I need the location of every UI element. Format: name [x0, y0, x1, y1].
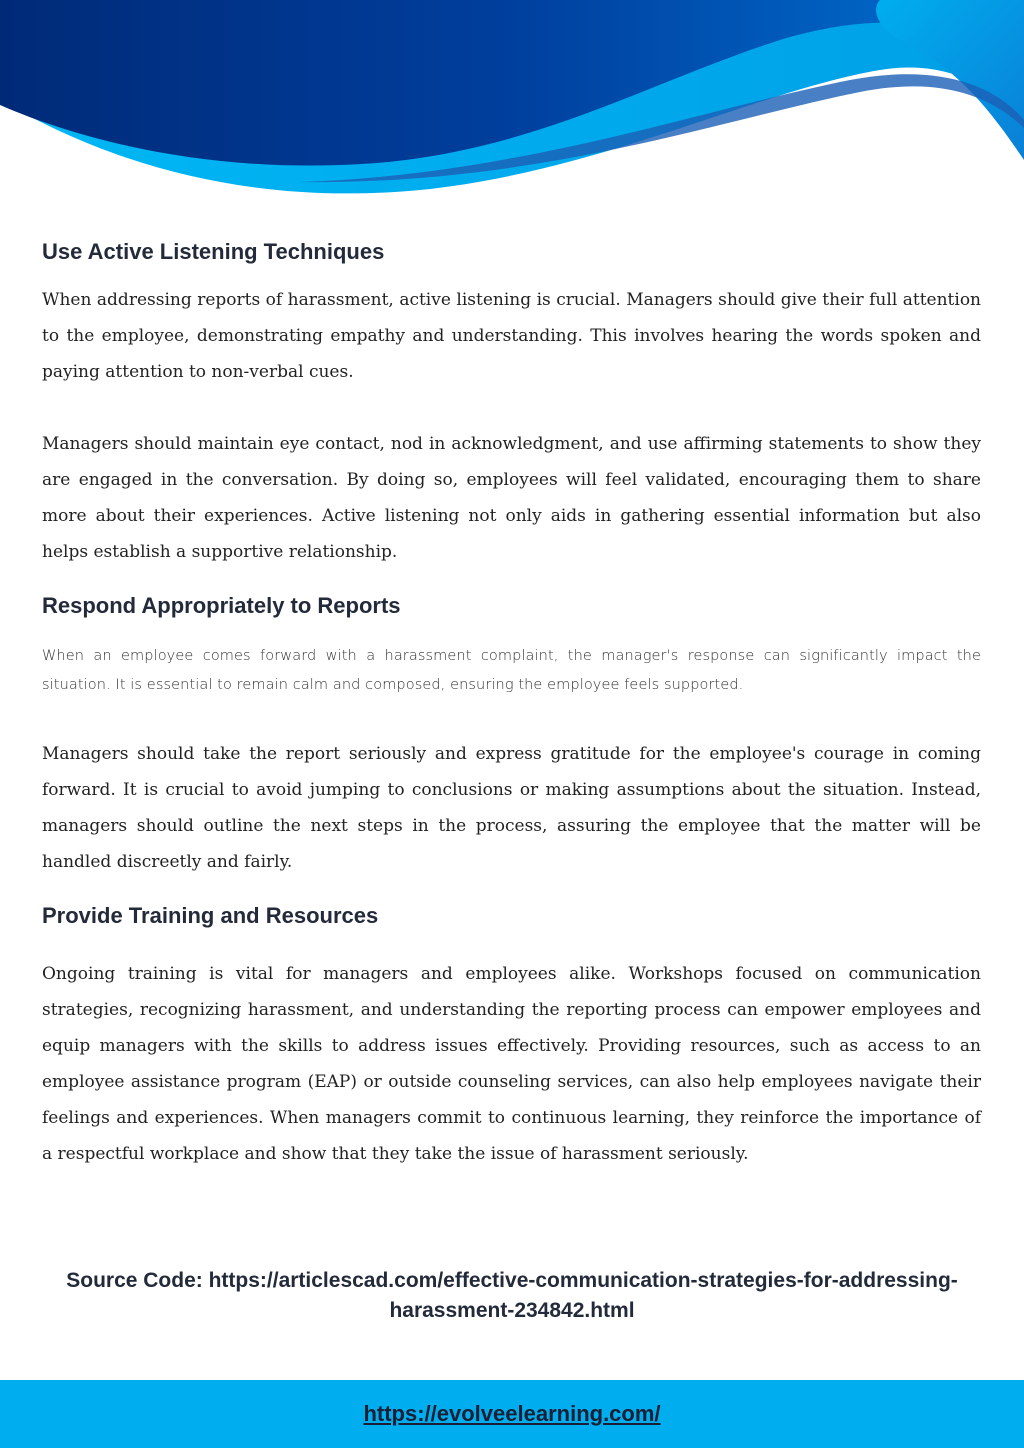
article-body: [42, 236, 981, 1172]
source-code-link[interactable]: Source Code: https://articlescad.com/effective-communication-strategies-for-addressing-harassment-234842.html: [66, 1269, 958, 1322]
footer-website-link[interactable]: https://evolveelearning.com/: [363, 1401, 661, 1426]
paragraph: Ongoing training is vital for managers and employees alike. Workshops focused on communication strategies, recognizing harassment, and understanding the reporting process can empower employees and equip managers with the skills to address issues effectively. Providing resources, such as access to an employee assistance program (EAP) or outside counseling services, can also help employees navigate their feelings and experiences. When managers commit to continuous learning, they reinforce the importance of a respectful workplace and show that they take the issue of harassment seriously.: [42, 964, 981, 1164]
paragraph: Managers should maintain eye contact, nod in acknowledgment, and use affirming statements to show they are engaged in the conversation. By doing so, employees will feel validated, encouraging them to share more about their experiences. Active listening not only aids in gathering essential information but also helps establish a supportive relationship.: [42, 434, 981, 562]
header-wave-graphic: [0, 0, 1024, 200]
section-heading-active-listening: Use Active Listening Techniques: [42, 239, 385, 264]
footer-bar: [0, 1380, 1024, 1448]
paragraph: Managers should take the report seriously and express gratitude for the employee's courage in coming forward. It is crucial to avoid jumping to conclusions or making assumptions about the situation. Instead, managers should outline the next steps in the process, assuring the employee that the matter will be handled discreetly and fairly.: [42, 744, 981, 872]
section-heading-respond: Respond Appropriately to Reports: [42, 593, 401, 618]
section-heading-training: Provide Training and Resources: [42, 903, 379, 928]
paragraph: When addressing reports of harassment, active listening is crucial. Managers should give their full attention to the employee, demonstrating empathy and understanding. This involves hearing the words spoken and paying attention to non-verbal cues.: [42, 290, 981, 382]
paragraph: When an employee comes forward with a harassment complaint, the manager's response can significantly impact the situation. It is essential to remain calm and composed, ensuring the employee feels supported.: [42, 648, 981, 693]
